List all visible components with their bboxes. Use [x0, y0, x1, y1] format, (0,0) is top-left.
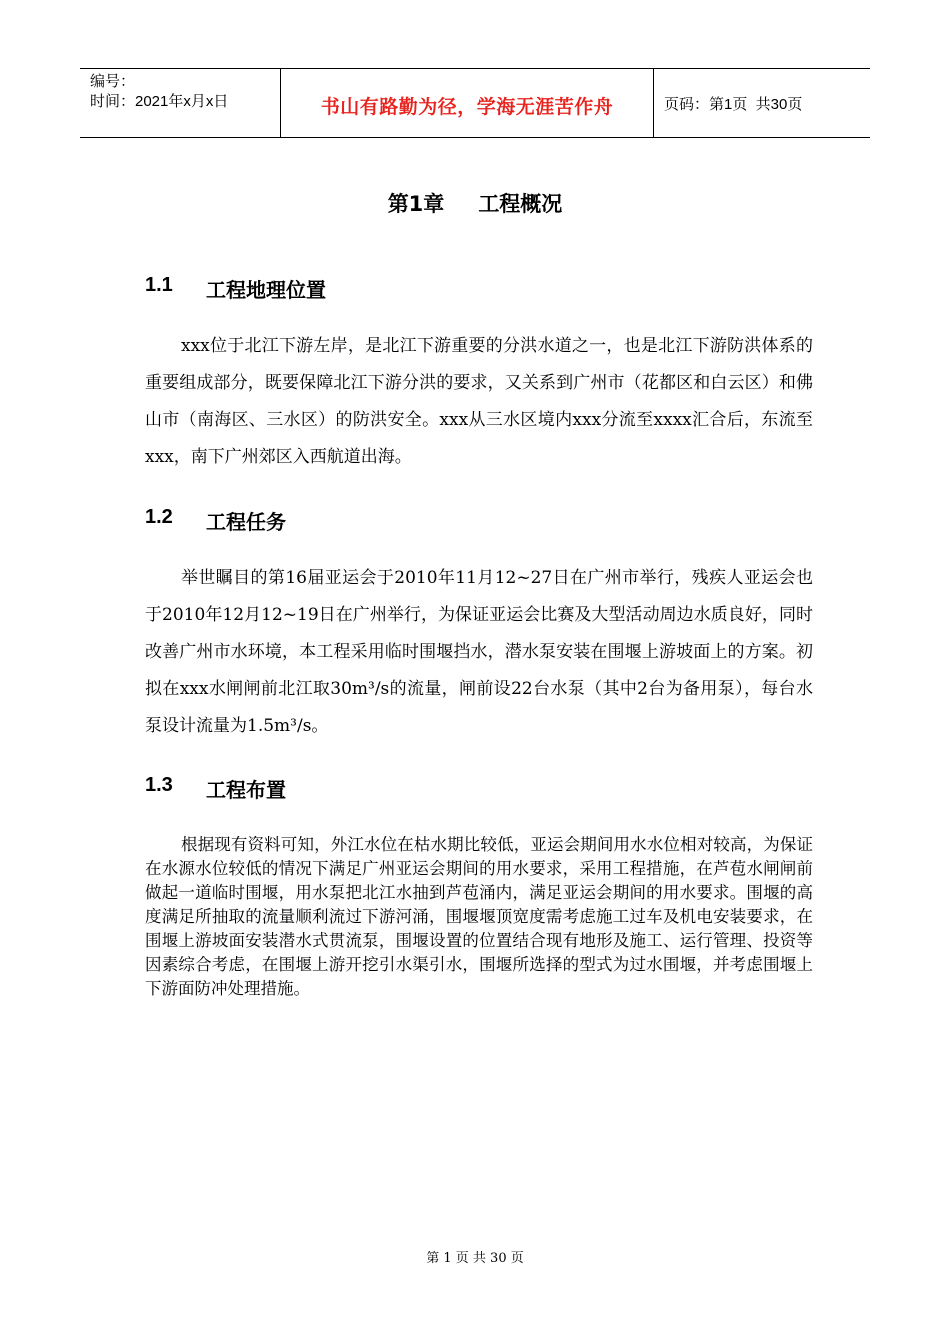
section-number: 1.2: [145, 506, 173, 528]
section-number: 1.3: [145, 774, 173, 796]
chapter-title: [0, 188, 950, 218]
section-title: 工程任务: [206, 510, 286, 534]
page-footer: 第 1 页 共 30 页: [426, 1251, 524, 1266]
document-time-label: 时间：2021年x月x日: [90, 93, 229, 110]
section-heading-1-3: [145, 774, 286, 803]
section-paragraph-1-3: 根据现有资料可知，外江水位在枯水期比较低，亚运会期间用水水位相对较高，为保证在水源水位较低的情况下满足广州亚运会期间的用水要求，采用工程措施，在芦苞水闸闸前做起一道临时围堰，用水泵把北江水抽到芦苞涌内，满足亚运会期间的用水要求。围堰的高度满足所抽取的流量顺利流过下游河涌，围堰堰顶宽度需考虑施工过车及机电安装要求，在围堰上游坡面安装潜水式贯流泵，围堰设置的位置结合现有地形及施工、运行管理、投资等因素综合考虑，在围堰上游开挖引水渠引水，围堰所选择的型式为过水围堰，并考虑围堰上下游面防冲处理措施。: [145, 835, 813, 998]
section-paragraph-1-1: xxx位于北江下游左岸，是北江下游重要的分洪水道之一，也是北江下游防洪体系的重要组成部分，既要保障北江下游分洪的要求，又关系到广州市（花都区和白云区）和佛山市（南海区、三水区）的防洪安全。xxx从三水区境内xxx分流至xxxx汇合后，东流至xxx，南下广州郊区入西航道出海。: [145, 336, 813, 467]
section-paragraph-1-2: 举世瞩目的第16届亚运会于2010年11月12~27日在广州市举行，残疾人亚运会也于2010年12月12~19日在广州举行，为保证亚运会比赛及大型活动周边水质良好，同时改善广州市水环境，本工程采用临时围堰挡水，潜水泵安装在围堰上游坡面上的方案。初拟在xxx水闸闸前北江取30m³/s的流量，闸前设22台水泵（其中2台为备用泵），每台水泵设计流量为1.5m³/s。: [145, 568, 813, 736]
header-meta-cell: [80, 69, 281, 137]
document-number-label: 编号：: [90, 73, 136, 90]
section-title: 工程布置: [206, 778, 286, 802]
header-page-cell: [654, 69, 870, 137]
section-heading-1-2: [145, 506, 286, 535]
section-heading-1-1: [145, 274, 326, 303]
header-motto-cell: [281, 69, 654, 137]
header-page-info: 页码：第1页 共30页: [664, 95, 803, 113]
section-number: 1.1: [145, 274, 173, 296]
chapter-name: 工程概况: [478, 192, 563, 216]
header-motto: 书山有路勤为径，学海无涯苦作舟: [320, 95, 614, 118]
section-title: 工程地理位置: [206, 278, 326, 302]
page-header: [80, 68, 870, 138]
chapter-number: 第1章: [387, 192, 445, 216]
